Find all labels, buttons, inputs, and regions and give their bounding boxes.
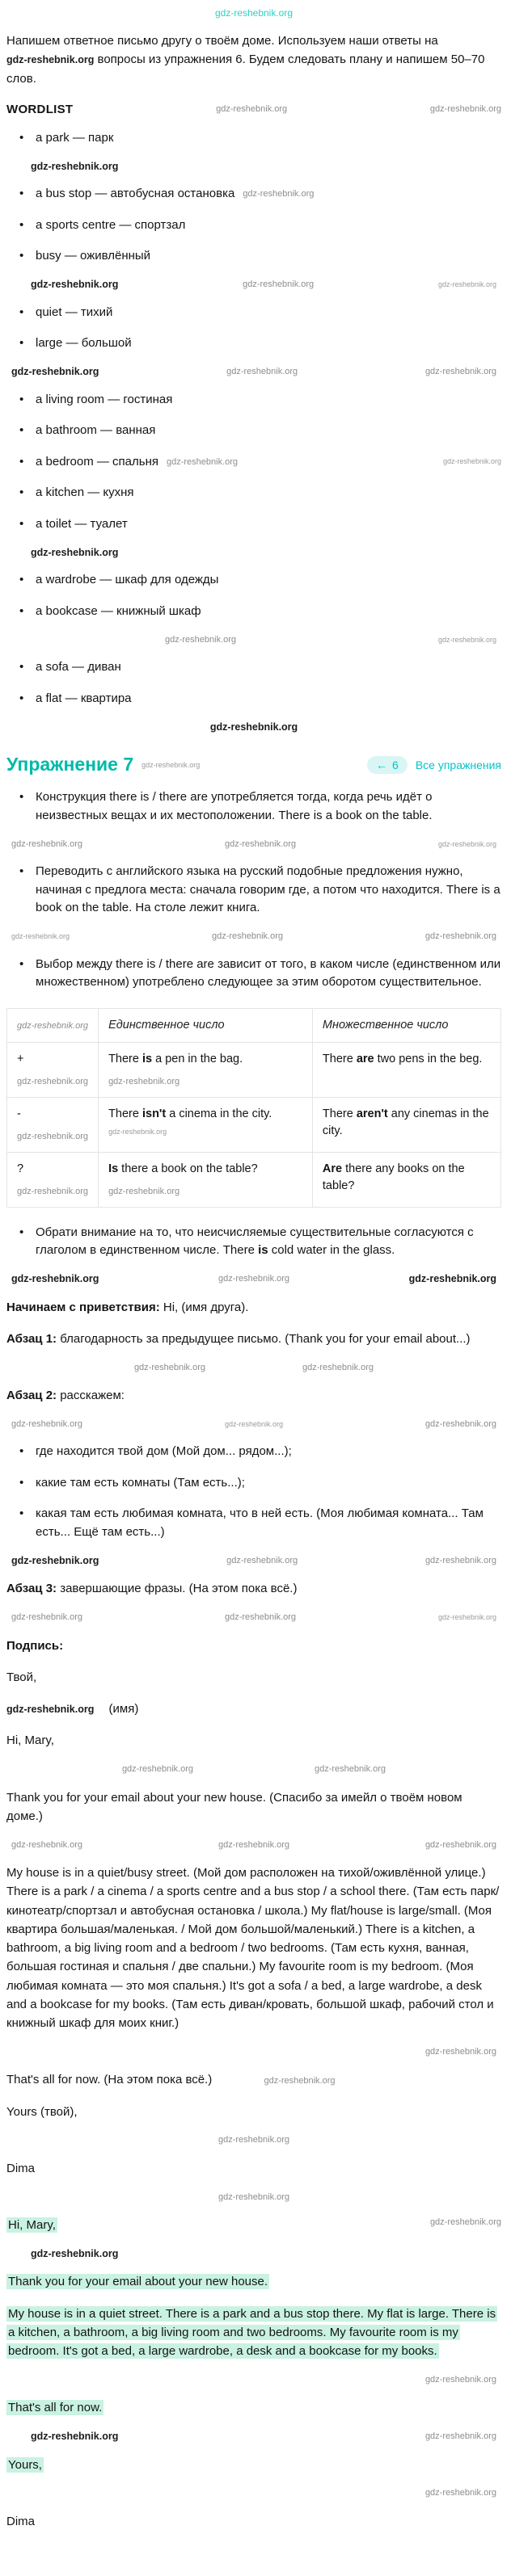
table-cell-singular (99, 1097, 313, 1152)
intro-paragraph (6, 32, 501, 88)
watermark: gdz-reshebnik.org (17, 1020, 89, 1031)
watermark: gdz-reshebnik.org (424, 2046, 496, 2057)
watermark: gdz-reshebnik.org (6, 54, 95, 66)
sentence-pre: There (322, 1052, 357, 1065)
watermark: gdz-reshebnik.org (31, 2247, 119, 2259)
bullet-icon (19, 571, 36, 590)
plan-p1-text: благодарность за предыдущее письмо. (Thank you for your email about...) (57, 1331, 471, 1346)
bullet-icon (19, 658, 36, 677)
sample-body (6, 1864, 501, 2032)
watermark: gdz-reshebnik.org (108, 1186, 180, 1196)
table-header-sign (7, 1008, 99, 1042)
watermark-row (6, 2373, 501, 2385)
wordlist-header-row (6, 103, 501, 116)
watermark: gdz-reshebnik.org (424, 931, 496, 942)
bullet-icon (19, 247, 36, 266)
plan-sign-line2-text: (имя) (108, 1702, 139, 1717)
answer-closing-text: That's all for now. (8, 2401, 103, 2415)
sample-closing-text: That's all for now. (На этом пока всё.) (6, 2073, 213, 2087)
sample-signoff-text: Yours (твой), (6, 2104, 78, 2119)
watermark-row (6, 2431, 501, 2443)
sample-greeting-text: Hi, Mary, (6, 1733, 54, 1748)
answer-greeting-text: Hi, Mary, (8, 2218, 56, 2233)
watermark: gdz-reshebnik.org (11, 1554, 99, 1566)
table-sign-cell (7, 1097, 99, 1152)
sentence-verb: isn't (141, 1107, 167, 1120)
bullet-icon (19, 1443, 36, 1461)
answer-signoff (6, 2456, 501, 2474)
watermark: gdz-reshebnik.org (217, 1274, 290, 1284)
wordlist-item (19, 129, 501, 148)
watermark-row (6, 2247, 501, 2259)
wordlist-item (19, 185, 501, 204)
answer-greeting (6, 2216, 501, 2234)
wordlist-item (19, 247, 501, 266)
plan-bullet-text: какая там есть любимая комната, что в ней есть. (Моя любимая комната... Там есть... Ещё там есть...) (36, 1507, 484, 1539)
note-bullet (19, 1224, 501, 1260)
sample-thanks (6, 1788, 501, 1826)
bullet-icon (19, 690, 36, 708)
watermark-row (6, 2191, 501, 2203)
table-header-row (7, 1008, 501, 1042)
watermark: gdz-reshebnik.org (209, 721, 298, 733)
wordlist-item-text: a sports centre — спортзал (36, 217, 186, 232)
watermark: gdz-reshebnik.org (11, 1273, 99, 1285)
exercise-title: Упражнение 7 (6, 754, 134, 775)
note-verb: is (258, 1243, 268, 1258)
table-row-question (7, 1152, 501, 1207)
sentence-verb: aren't (356, 1107, 388, 1120)
watermark: gdz-reshebnik.org (424, 1555, 496, 1565)
watermark: gdz-reshebnik.org (31, 279, 119, 291)
table-cell-plural (312, 1097, 500, 1152)
watermark: gdz-reshebnik.org (11, 366, 99, 378)
theory-bullet (19, 788, 501, 825)
bullet-icon (19, 1224, 36, 1242)
watermark: gdz-reshebnik.org (31, 160, 119, 172)
watermark-row (6, 1418, 501, 1430)
all-exercises-link[interactable]: Все упражнения (415, 758, 501, 771)
wordlist-item (19, 391, 501, 410)
watermark: gdz-reshebnik.org (424, 367, 496, 377)
answer-name-text: Dima (6, 2514, 36, 2528)
watermark: gdz-reshebnik.org (424, 2431, 496, 2442)
sentence-verb: is (141, 1052, 153, 1065)
bullet-icon (19, 422, 36, 440)
wordlist-item-text: quiet — тихий (36, 305, 113, 319)
watermark: gdz-reshebnik.org (17, 1186, 89, 1196)
watermark: gdz-reshebnik.org (429, 2217, 501, 2228)
watermark: gdz-reshebnik.org (11, 1418, 83, 1429)
wordlist-item (19, 658, 501, 677)
wordlist-item-text: a park — парк (36, 130, 114, 145)
watermark: gdz-reshebnik.org (424, 2488, 496, 2498)
bullet-icon (19, 129, 36, 148)
table-row-affirmative (7, 1042, 501, 1097)
theory-bullet-text: Переводить с английского языка на русский подобные предложения нужно, начиная с предлога места: сначала говорим где, а потом что находится. There is a book on the table. На столе лежит книга. (36, 864, 500, 915)
top-watermark-row (6, 6, 501, 19)
sample-body-text: My house is in a quiet/busy street. (Мой дом расположен на тихой/оживлённой улице.) There is a park / a cinema / a sports centre and a bus stop / a school there. (Там есть парк/кинотеатр/спортзал и автобусная остановка / школа.) My flat/house is large/small. (Моя квартира большая/маленькая. / Мой дом большой/маленький.) There is a kitchen, a bathroom, a big living room and a bedroom / two bedrooms. (Там есть кухня, ванная, большая гостиная и спальня / две спальни.) My favourite room is my bedroom. (Моя любимая комната — это моя спальня.) It's got a sofa / a bed, a large wardrobe, a desk and a bookcase for my books. (Там есть диван/кровать, большой шкаф, рабочий стол и книжный шкаф для моих книг.) (6, 1866, 500, 2031)
plan-bullet-text: где находится твой дом (Мой дом... рядом...); (36, 1444, 292, 1459)
wordlist-item (19, 422, 501, 440)
watermark: gdz-reshebnik.org (108, 1127, 167, 1136)
theory-bullet (19, 956, 501, 992)
table-header-plural: Множественное число (312, 1008, 500, 1042)
watermark: gdz-reshebnik.org (243, 189, 315, 200)
watermark: gdz-reshebnik.org (11, 932, 70, 941)
plan-signature-label (6, 1637, 501, 1655)
sentence-pre: There (108, 1052, 142, 1065)
watermark-row (6, 1763, 501, 1775)
plan-bullet (19, 1443, 501, 1461)
intro-part2: вопросы из упражнения 6. Будем следовать плану и напишем 50–70 слов. (6, 53, 485, 86)
watermark: gdz-reshebnik.org (437, 839, 496, 848)
watermark: gdz-reshebnik.org (11, 1839, 83, 1850)
note-post: cold water in the glass. (268, 1243, 395, 1258)
watermark: gdz-reshebnik.org (165, 634, 237, 645)
bullet-icon (19, 484, 36, 502)
wordlist-item-text: busy — оживлённый (36, 249, 151, 263)
watermark: gdz-reshebnik.org (167, 456, 239, 467)
bullet-icon (19, 1474, 36, 1493)
sentence-post: two pens in the beg. (374, 1052, 483, 1065)
answer-signoff-text: Yours, (8, 2457, 42, 2472)
wordlist-item-text: a bedroom — спальня (36, 454, 158, 469)
plan-paragraph-3 (6, 1579, 501, 1598)
watermark: gdz-reshebnik.org (217, 2191, 290, 2202)
bullet-icon (19, 334, 36, 353)
intro-part1: Напишем ответное письмо другу о твоём доме. Используем наши ответы на (6, 34, 438, 48)
answer-thanks-text: Thank you for your email about your new house. (8, 2275, 268, 2289)
table-sign-cell (7, 1152, 99, 1207)
watermark-row (6, 2045, 501, 2057)
wordlist-item (19, 334, 501, 353)
watermark-row (6, 279, 501, 291)
watermark: gdz-reshebnik.org (121, 1764, 193, 1775)
sample-greeting (6, 1731, 501, 1750)
watermark: gdz-reshebnik.org (217, 1839, 290, 1850)
watermark: gdz-reshebnik.org (31, 2431, 119, 2443)
sample-name (6, 2159, 501, 2178)
bullet-icon (19, 185, 36, 204)
exercise-nav (367, 756, 501, 774)
bullet-icon (19, 304, 36, 322)
wordlist-item (19, 515, 501, 534)
sentence-verb: Is (108, 1162, 119, 1175)
watermark: gdz-reshebnik.org (315, 1764, 386, 1775)
watermark: gdz-reshebnik.org (17, 1131, 89, 1141)
wordlist-item (19, 216, 501, 235)
sample-signoff (6, 2103, 501, 2121)
wordlist-item (19, 690, 501, 708)
watermark: gdz-reshebnik.org (437, 1613, 496, 1622)
wordlist-item-text: a toilet — туалет (36, 516, 128, 531)
plan-paragraph-2 (6, 1386, 501, 1405)
watermark: gdz-reshebnik.org (226, 1555, 298, 1565)
wordlist-item-text: a bookcase — книжный шкаф (36, 603, 201, 618)
answer-body-text: My house is in a quiet street. There is a park and a bus stop there. My flat is large. There is a kitchen, a bathroom, a big living room and two bedrooms. My favourite room is my bedroom. It's got a bed, a large wardrobe, a desk and a bookcase for my books. (8, 2306, 496, 2359)
bullet-icon (19, 391, 36, 410)
table-row-negative (7, 1097, 501, 1152)
watermark: gdz-reshebnik.org (437, 635, 496, 644)
sentence-pre: There (108, 1107, 142, 1120)
watermark: gdz-reshebnik.org (31, 546, 119, 558)
wordlist-item-text: a kitchen — кухня (36, 485, 134, 500)
watermark-row (6, 366, 501, 378)
watermark-row (6, 1612, 501, 1624)
watermark: gdz-reshebnik.org (224, 838, 297, 849)
watermark-row (6, 1554, 501, 1566)
note-pre: Обрати внимание на то, что неисчисляемые существительные согласуются с глаголом в единственном числе. There (36, 1225, 474, 1258)
wordlist-item (19, 571, 501, 590)
plan-p1-label: Абзац 1: (6, 1331, 57, 1346)
watermark: gdz-reshebnik.org (408, 1273, 496, 1285)
plan-bullet (19, 1505, 501, 1541)
watermark-row (6, 721, 501, 733)
plan-bullet-text: какие там есть комнаты (Там есть...); (36, 1475, 245, 1490)
sentence-verb: Are (322, 1162, 343, 1175)
plan-p3-label: Абзац 3: (6, 1582, 57, 1596)
sign-question: ? (17, 1162, 24, 1175)
watermark: gdz-reshebnik.org (108, 1076, 180, 1086)
watermark: gdz-reshebnik.org (442, 457, 501, 466)
watermark: gdz-reshebnik.org (11, 1612, 83, 1623)
sentence-post: a cinema in the city. (166, 1107, 272, 1120)
plan-sign-line1-text: Твой, (6, 1670, 37, 1684)
wordlist-item (19, 453, 501, 472)
watermark: gdz-reshebnik.org (214, 6, 294, 19)
arrow-left-icon: ← (376, 758, 388, 771)
table-cell-plural (312, 1152, 500, 1207)
exercise-header (6, 754, 501, 775)
watermark: gdz-reshebnik.org (6, 1704, 95, 1716)
watermark: gdz-reshebnik.org (224, 1612, 297, 1623)
sentence-post: a pen in the bag. (152, 1052, 243, 1065)
watermark: gdz-reshebnik.org (429, 104, 501, 115)
wordlist-item-text: a sofa — диван (36, 660, 121, 674)
wordlist-item-text: a flat — квартира (36, 691, 132, 705)
sample-thanks-text: Thank you for your email about your new house. (Спасибо за имейл о твоём новом доме.) (6, 1790, 462, 1823)
prev-exercise-link[interactable] (367, 756, 408, 774)
sentence-post: there any books on the table? (322, 1162, 465, 1192)
bullet-icon (19, 515, 36, 534)
watermark-row (6, 160, 501, 172)
sentence-post: any cinemas in the city. (322, 1107, 489, 1137)
wordlist-item (19, 304, 501, 322)
answer-body (6, 2305, 501, 2361)
watermark: gdz-reshebnik.org (424, 1839, 496, 1850)
plan-p3-text: завершающие фразы. (На этом пока всё.) (57, 1582, 298, 1596)
watermark: gdz-reshebnik.org (424, 1418, 496, 1429)
bullet-icon (19, 216, 36, 235)
watermark-row (6, 2487, 501, 2499)
plan-greeting-text: Hi, (имя друга). (159, 1300, 249, 1314)
table-sign-cell (7, 1042, 99, 1097)
watermark-row (6, 1838, 501, 1851)
table-cell-singular (99, 1152, 313, 1207)
sentence-post: there a book on the table? (118, 1162, 258, 1175)
watermark: gdz-reshebnik.org (11, 838, 83, 849)
watermark-row (6, 1273, 501, 1285)
table-cell-singular (99, 1042, 313, 1097)
wordlist-item (19, 484, 501, 502)
watermark: gdz-reshebnik.org (141, 760, 201, 769)
table-header-singular: Единственное число (99, 1008, 313, 1042)
watermark: gdz-reshebnik.org (226, 367, 298, 377)
sample-closing (6, 2070, 501, 2089)
watermark-row (6, 2134, 501, 2146)
table-cell-plural (312, 1042, 500, 1097)
prev-exercise-number: 6 (392, 758, 399, 771)
plan-p2-text: расскажем: (57, 1389, 125, 1403)
note-text (36, 1224, 501, 1260)
theory-bullet-text: Выбор между there is / there are зависит от того, в каком числе (единственном или множественном) употреблено следующее за этим оборотом существительное. (36, 956, 501, 990)
sample-name-text: Dima (6, 2161, 36, 2175)
grammar-table (6, 1008, 501, 1208)
watermark: gdz-reshebnik.org (243, 279, 315, 290)
watermark: gdz-reshebnik.org (224, 1419, 284, 1428)
plan-bullet (19, 1474, 501, 1493)
bullet-icon (19, 603, 36, 621)
watermark: gdz-reshebnik.org (211, 931, 284, 942)
wordlist-item-text: large — большой (36, 336, 132, 351)
theory-bullet-text: Конструкция there is / there are употребляется тогда, когда речь идёт о неизвестных вещах и их местоположении. There is a book on the table. (36, 790, 433, 822)
wordlist-item-text: a living room — гостиная (36, 392, 173, 406)
wordlist-item-text: a bathroom — ванная (36, 423, 156, 438)
plan-p2-label: Абзац 2: (6, 1389, 57, 1403)
watermark-row (6, 546, 501, 558)
plan-sign-line1 (6, 1668, 501, 1687)
bullet-icon (19, 788, 36, 807)
watermark: gdz-reshebnik.org (424, 2374, 496, 2385)
watermark: gdz-reshebnik.org (437, 280, 496, 289)
plan-greeting (6, 1298, 501, 1317)
watermark-row (6, 931, 501, 943)
theory-bullet (19, 863, 501, 918)
watermark-row (6, 838, 501, 850)
plan-sign-label: Подпись: (6, 1638, 64, 1653)
plan-paragraph-1 (6, 1330, 501, 1348)
sentence-verb: are (356, 1052, 374, 1065)
watermark: gdz-reshebnik.org (264, 2076, 336, 2086)
sentence-pre: There (322, 1107, 357, 1120)
bullet-icon (19, 1505, 36, 1523)
watermark-row (6, 633, 501, 645)
watermark: gdz-reshebnik.org (216, 104, 288, 115)
sign-plus: + (17, 1052, 24, 1065)
watermark: gdz-reshebnik.org (17, 1076, 89, 1086)
wordlist-item (19, 603, 501, 621)
answer-name (6, 2512, 501, 2531)
wordlist-item-text: a bus stop — автобусная остановка (36, 187, 235, 201)
wordlist-title: WORDLIST (6, 102, 74, 116)
bullet-icon (19, 956, 36, 974)
wordlist-item-text: a wardrobe — шкаф для одежды (36, 573, 219, 587)
watermark: gdz-reshebnik.org (133, 1362, 205, 1372)
bullet-icon (19, 453, 36, 472)
answer-thanks (6, 2272, 501, 2291)
watermark: gdz-reshebnik.org (217, 2135, 290, 2145)
plan-sign-line2 (6, 1700, 501, 1718)
plan-greeting-label: Начинаем с приветствия: (6, 1300, 160, 1314)
watermark: gdz-reshebnik.org (302, 1362, 374, 1372)
sign-minus: - (17, 1107, 21, 1120)
bullet-icon (19, 863, 36, 881)
watermark-row (6, 1361, 501, 1373)
